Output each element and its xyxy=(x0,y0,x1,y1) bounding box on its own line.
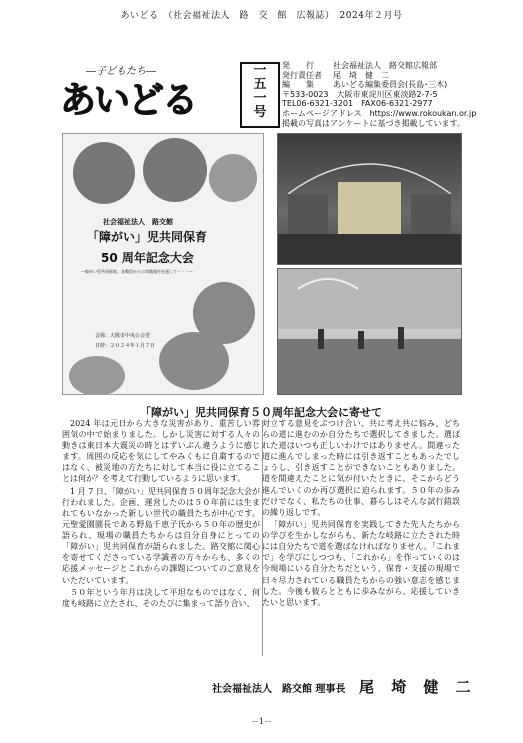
info-row: 発 行 社会福祉法人 路交館広報部 xyxy=(282,61,437,70)
event-poster-photo xyxy=(62,133,264,395)
poster-subtitle: ～障がい児共同保育、各教員からの実践報告を通して・・・～ xyxy=(81,269,193,274)
issue-char: 五 xyxy=(253,77,267,92)
info-row: 〒533-0023 大阪市東淀川区東淡路2-7-5 xyxy=(282,89,438,99)
paragraph: 1 月 7 日、「障がい」児共同保育５０周年記念大会が行われました。企画、運営したのは５０年前には生まれてもいなかった新しい世代の職員たちが中心です。元聖愛園園長である野島千恵子氏から５０年の歴史が語られ、現場の職員たちからは自分自身にとっての「障がい」児共同保育が語られました。路交館に関心を寄せてくださっている学識者の方々からも、多くの応援メッセージとこれからの課題についてのご意見をいただいています。 xyxy=(62,486,260,585)
signature xyxy=(212,676,477,697)
issue-char: 一 xyxy=(253,91,267,106)
issue-number xyxy=(240,62,280,128)
poster-title: 「障がい」児共同保育 xyxy=(87,230,208,244)
info-row: ホームページアドレス https://www.rokoukan.or.jp xyxy=(282,108,477,118)
poster-date: 日時：２０２４年１月７日 xyxy=(95,343,156,349)
newsletter-logo: あいどる xyxy=(60,80,197,121)
article-column-left xyxy=(62,418,260,610)
event-hall-photo xyxy=(277,268,462,395)
hall-interior-photo xyxy=(277,133,462,265)
poster-place: 会場：大阪市中央公会堂 xyxy=(95,333,151,339)
poster-title-sub: 50 周年記念大会 xyxy=(101,251,194,265)
paragraph: 対立する意見をぶつけ合い、共に考え共に悩み、どちらの道に進むのか自分たちで選択してきました。選ばれた道はいつも正しいわけではありません。間違った道に進んでしまった時には引き返すこともあったでしょうし、引き返すことができないこともありました。道を間違えたことに気が付いたときに、そこからどう進んでいくのか再び選択に迫られます。５０年の歩みだけでなく、私たちの仕事、暮らしはそんな試行錯誤の繰り返しです。 xyxy=(262,419,460,517)
info-row: 編 集 あいどる編集委員会(長島･三木) xyxy=(282,80,448,90)
paragraph: 2024 年は元日から大きな災害があり、重苦しい雰囲気の中で始まりました。しかし災害に対する人々の動きは東日本大震災の時とはずいぶん違うように感じます。周囲の反応を気にしてやみくもに自粛するのではなく、被災地の方たちに対して本当に役に立てることは何か？を考えて行動しているように思います。 xyxy=(62,419,260,484)
issue-char: 号 xyxy=(253,105,267,120)
paragraph: ５０年という年月は決して平坦なものではなく、何度も岐路に立たされ、そのたびに集まって語り合い、 xyxy=(62,587,260,608)
paragraph: 「障がい」児共同保育を実践してきた先人たちからの学びを生かしながらも、新たな岐路に立たされた時には自分たちで道を選ばなければなりません。「これまで」を学びにしつつも、「これから」を作っていくのは今現場にいる自分たちだという、保育・支援の現場で日々尽力されている職員たちからの強い意志を感じました。今後も彼らとともに歩みながら、応援していきたいと思います。 xyxy=(262,520,460,607)
issue-header: あいどる （社会福祉法人 路 交 館 広報誌） 2024年２月号 xyxy=(120,11,403,21)
poster-org: 社会福祉法人 路交館 xyxy=(103,217,173,226)
info-row: 掲載の写真はアンケートに基づき掲載しています。 xyxy=(282,118,465,128)
info-row: 発行責任者 尾 埼 健 二 xyxy=(282,70,389,80)
info-row: TEL06-6321-3201 FAX06-6321-2977 xyxy=(282,99,433,109)
signature-name: 尾 埼 健 二 xyxy=(358,678,477,696)
signature-role: 社会福祉法人 路交館 理事長 xyxy=(212,684,346,695)
logo-subtitle: ―子どもたち― xyxy=(86,66,156,77)
publisher-info xyxy=(282,61,476,128)
article-column-right xyxy=(262,418,460,609)
issue-char: 一 xyxy=(253,63,267,78)
page-number: －1－ xyxy=(250,717,273,726)
article-title: 「障がい」児共同保育５０周年記念大会に寄せて xyxy=(140,406,382,419)
